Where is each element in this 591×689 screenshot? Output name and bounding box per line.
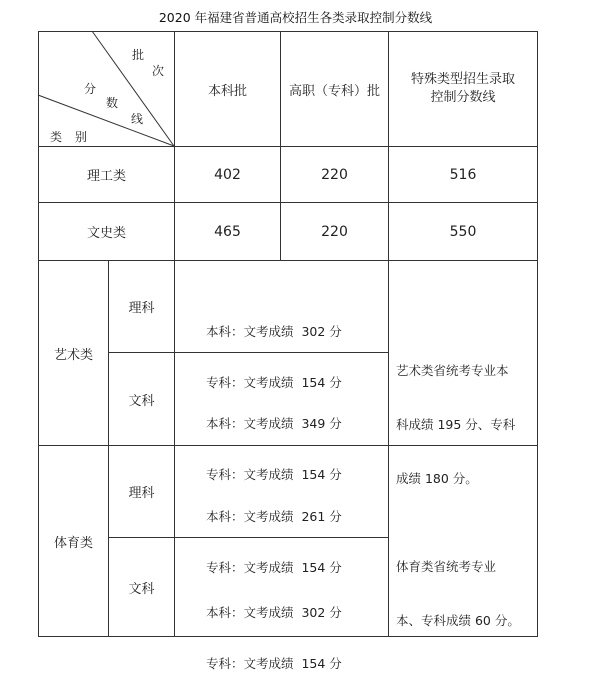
header-teshu-line2: 控制分数线 bbox=[430, 90, 496, 105]
row-ligong-benke: 402 bbox=[214, 166, 241, 183]
tiyu-like-line1: 本科：文考成绩 261 分 bbox=[206, 509, 342, 524]
tiyu-note-line2: 本、专科成绩 60 分。 bbox=[396, 613, 520, 628]
row-wenshi-gaozhi: 220 bbox=[321, 223, 348, 240]
tiyu-like-line2: 专科：文考成绩 154 分 bbox=[206, 560, 342, 575]
row-ligong-teshu: 516 bbox=[449, 166, 477, 183]
yishu-note-line1: 艺术类省统考专业本 bbox=[396, 363, 509, 378]
tiyu-wenke-line1: 本科：文考成绩 302 分 bbox=[206, 605, 342, 620]
header-gaozhi: 高职（专科）批 bbox=[288, 83, 380, 99]
row-wenshi-benke: 465 bbox=[214, 223, 241, 240]
corner-label-lei: 类 bbox=[50, 130, 63, 144]
corner-label-fen: 分 bbox=[84, 82, 97, 96]
yishu-note-line3: 成绩 180 分。 bbox=[396, 471, 478, 486]
header-teshu-line1: 特殊类型招生录取 bbox=[410, 72, 515, 87]
corner-label-xian: 线 bbox=[131, 112, 144, 126]
corner-label-pi: 批 bbox=[132, 48, 145, 62]
tiyu-note bbox=[396, 522, 520, 648]
row-ligong-label: 理工类 bbox=[86, 169, 126, 184]
corner-label-bie: 别 bbox=[75, 130, 88, 144]
row-wenshi-teshu: 550 bbox=[449, 223, 477, 240]
tiyu-wenke-label: 文科 bbox=[128, 581, 155, 597]
yishu-like-line1: 本科：文考成绩 302 分 bbox=[206, 324, 342, 339]
row-yishu-label: 艺术类 bbox=[53, 347, 93, 363]
corner-label-ci: 次 bbox=[152, 64, 165, 78]
row-wenshi-label: 文史类 bbox=[86, 226, 126, 241]
yishu-wenke-line2: 专科：文考成绩 154 分 bbox=[206, 467, 342, 482]
yishu-note-line2: 科成绩 195 分、专科 bbox=[396, 417, 516, 432]
row-tiyu-label: 体育类 bbox=[53, 535, 93, 551]
row-ligong-gaozhi: 220 bbox=[321, 166, 348, 183]
page-title: 2020 年福建省普通高校招生各类录取控制分数线 bbox=[158, 10, 433, 25]
yishu-note bbox=[396, 326, 515, 506]
yishu-like-line2: 专科：文考成绩 154 分 bbox=[206, 375, 342, 390]
tiyu-wenke-line2: 专科：文考成绩 154 分 bbox=[206, 656, 342, 671]
header-teshu bbox=[389, 32, 537, 146]
corner-label-shu: 数 bbox=[106, 96, 119, 110]
yishu-wenke-line1: 本科：文考成绩 349 分 bbox=[206, 416, 342, 431]
tiyu-note-line1: 体育类省统考专业 bbox=[396, 559, 497, 574]
header-benke: 本科批 bbox=[207, 83, 247, 99]
tiyu-like-label: 理科 bbox=[128, 486, 155, 501]
yishu-like-label: 理科 bbox=[128, 301, 155, 316]
tiyu-wenke-scores bbox=[206, 570, 342, 689]
yishu-wenke-label: 文科 bbox=[128, 393, 155, 409]
